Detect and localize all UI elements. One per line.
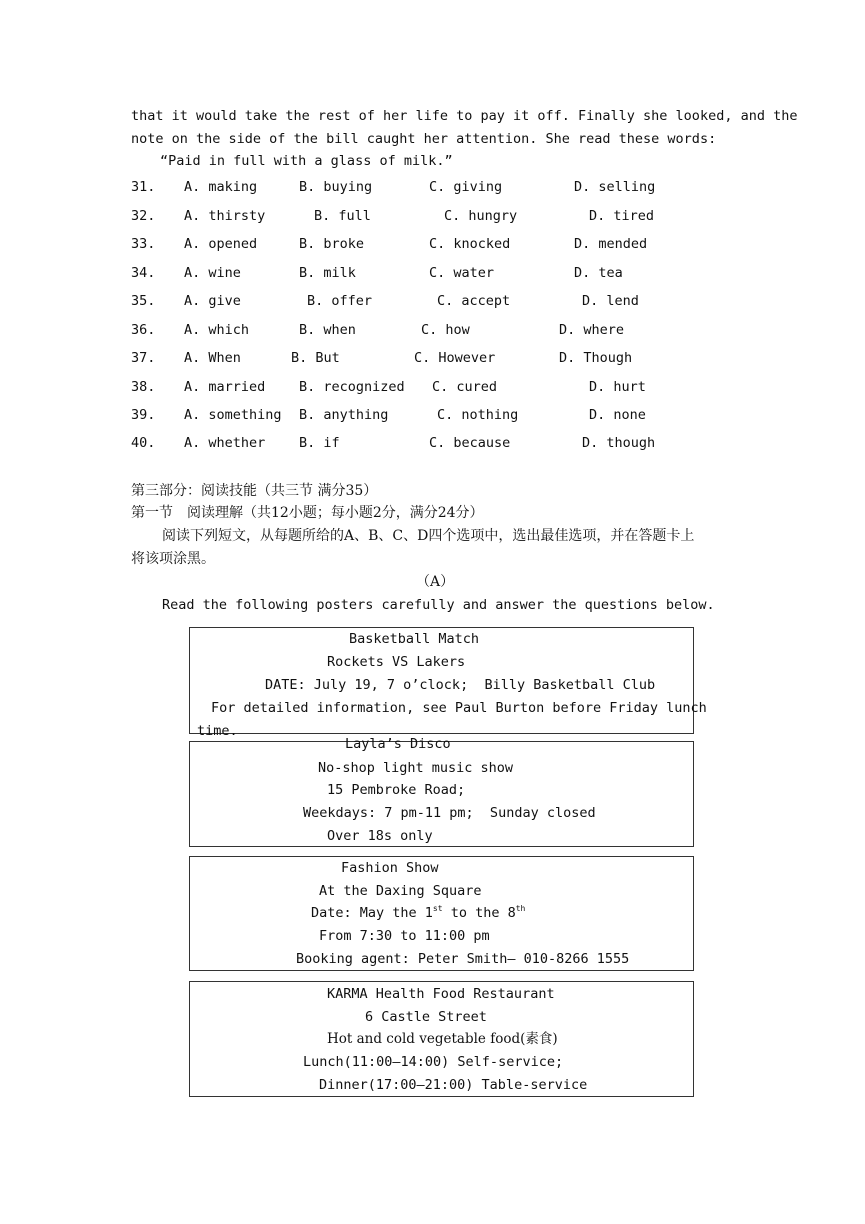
poster-karma — [189, 981, 694, 1097]
option-c: C. hungry — [444, 208, 518, 224]
date-mid: to the 8 — [442, 905, 516, 921]
option-d: D. lend — [582, 293, 639, 309]
option-d: D. Though — [559, 350, 633, 366]
poster-basketball — [189, 627, 707, 739]
option-d: D. tea — [574, 265, 623, 281]
option-a: A. wine — [184, 265, 241, 281]
option-b: B. anything — [299, 407, 389, 423]
reading-instruction: Read the following posters carefully and answer the questions below. — [162, 597, 715, 613]
option-b: B. full — [314, 208, 371, 224]
poster-age: Over 18s only — [327, 828, 433, 844]
instruction-line: 将该项涂黑。 — [131, 551, 215, 567]
question-number: 31. — [131, 179, 156, 195]
ordinal-suffix: th — [515, 904, 526, 913]
question-number: 32. — [131, 208, 156, 224]
poster-lunch: Lunch(11:00—14:00) Self-service; — [303, 1054, 564, 1070]
poster-address: 15 Pembroke Road; — [327, 782, 466, 798]
part-heading: 第三部分：阅读技能（共三节 满分35） — [131, 483, 378, 499]
option-c: C. water — [429, 265, 495, 281]
option-a: A. which — [184, 322, 250, 338]
option-b: B. recognized — [299, 379, 405, 395]
passage-quote: “Paid in full with a glass of milk.” — [160, 153, 453, 169]
option-a: A. give — [184, 293, 241, 309]
option-b: B. buying — [299, 179, 373, 195]
poster-food: Hot and cold vegetable food(素食) — [327, 1031, 558, 1047]
poster-title: KARMA Health Food Restaurant — [327, 986, 555, 1002]
poster-time: From 7:30 to 11:00 pm — [319, 928, 490, 944]
question-number: 36. — [131, 322, 156, 338]
poster-date — [311, 904, 525, 922]
option-a: A. opened — [184, 236, 258, 252]
option-c: C. accept — [437, 293, 511, 309]
instruction-line: 阅读下列短文，从每题所给的A、B、C、D四个选项中，选出最佳选项，并在答题卡上 — [162, 528, 695, 544]
option-c: C. because — [429, 435, 511, 451]
option-a: A. something — [184, 407, 282, 423]
poster-title: Basketball Match — [349, 631, 480, 647]
poster-fashion — [189, 856, 694, 971]
option-d: D. hurt — [589, 379, 646, 395]
passage-label: （A） — [416, 574, 455, 590]
option-b: B. if — [299, 435, 340, 451]
poster-hours: Weekdays: 7 pm-11 pm; Sunday closed — [303, 805, 596, 821]
option-d: D. none — [589, 407, 646, 423]
date-prefix: Date: May the 1 — [311, 905, 433, 921]
poster-agent: Booking agent: Peter Smith— 010-8266 1555 — [296, 951, 630, 967]
question-number: 39. — [131, 407, 156, 423]
option-b: B. offer — [307, 293, 373, 309]
option-b: B. broke — [299, 236, 365, 252]
option-c: C. However — [414, 350, 496, 366]
ordinal-suffix: st — [432, 904, 443, 913]
passage-line: that it would take the rest of her life to pay it off. Finally she looked, and the — [131, 108, 798, 124]
poster-date: DATE: July 19, 7 o’clock; Billy Basketball Club — [265, 677, 656, 693]
option-a: A. thirsty — [184, 208, 266, 224]
option-a: A. making — [184, 179, 258, 195]
option-c: C. how — [421, 322, 470, 338]
poster-show: No-shop light music show — [318, 760, 514, 776]
option-a: A. married — [184, 379, 266, 395]
question-number: 34. — [131, 265, 156, 281]
option-b: B. But — [291, 350, 340, 366]
poster-info: For detailed information, see Paul Burton before Friday lunch — [211, 700, 707, 716]
option-a: A. whether — [184, 435, 266, 451]
passage-line: note on the side of the bill caught her attention. She read these words: — [131, 131, 717, 147]
option-c: C. giving — [429, 179, 503, 195]
poster-title: Layla’s Disco — [345, 736, 451, 752]
poster-address: 6 Castle Street — [365, 1009, 487, 1025]
option-c: C. nothing — [437, 407, 519, 423]
question-number: 35. — [131, 293, 156, 309]
question-number: 33. — [131, 236, 156, 252]
option-d: D. tired — [589, 208, 655, 224]
poster-info: time. — [197, 723, 238, 739]
option-d: D. selling — [574, 179, 656, 195]
section-heading: 第一节 阅读理解（共12小题；每小题2分，满分24分） — [131, 505, 484, 521]
question-number: 40. — [131, 435, 156, 451]
option-b: B. when — [299, 322, 356, 338]
option-d: D. where — [559, 322, 625, 338]
option-d: D. though — [582, 435, 656, 451]
poster-title: Fashion Show — [341, 860, 439, 876]
option-c: C. cured — [432, 379, 498, 395]
option-c: C. knocked — [429, 236, 511, 252]
question-number: 37. — [131, 350, 156, 366]
poster-dinner: Dinner(17:00—21:00) Table-service — [319, 1077, 588, 1093]
poster-disco — [189, 736, 694, 847]
poster-place: At the Daxing Square — [319, 883, 482, 899]
question-number: 38. — [131, 379, 156, 395]
option-a: A. When — [184, 350, 241, 366]
poster-teams: Rockets VS Lakers — [327, 654, 466, 670]
option-d: D. mended — [574, 236, 648, 252]
option-b: B. milk — [299, 265, 356, 281]
